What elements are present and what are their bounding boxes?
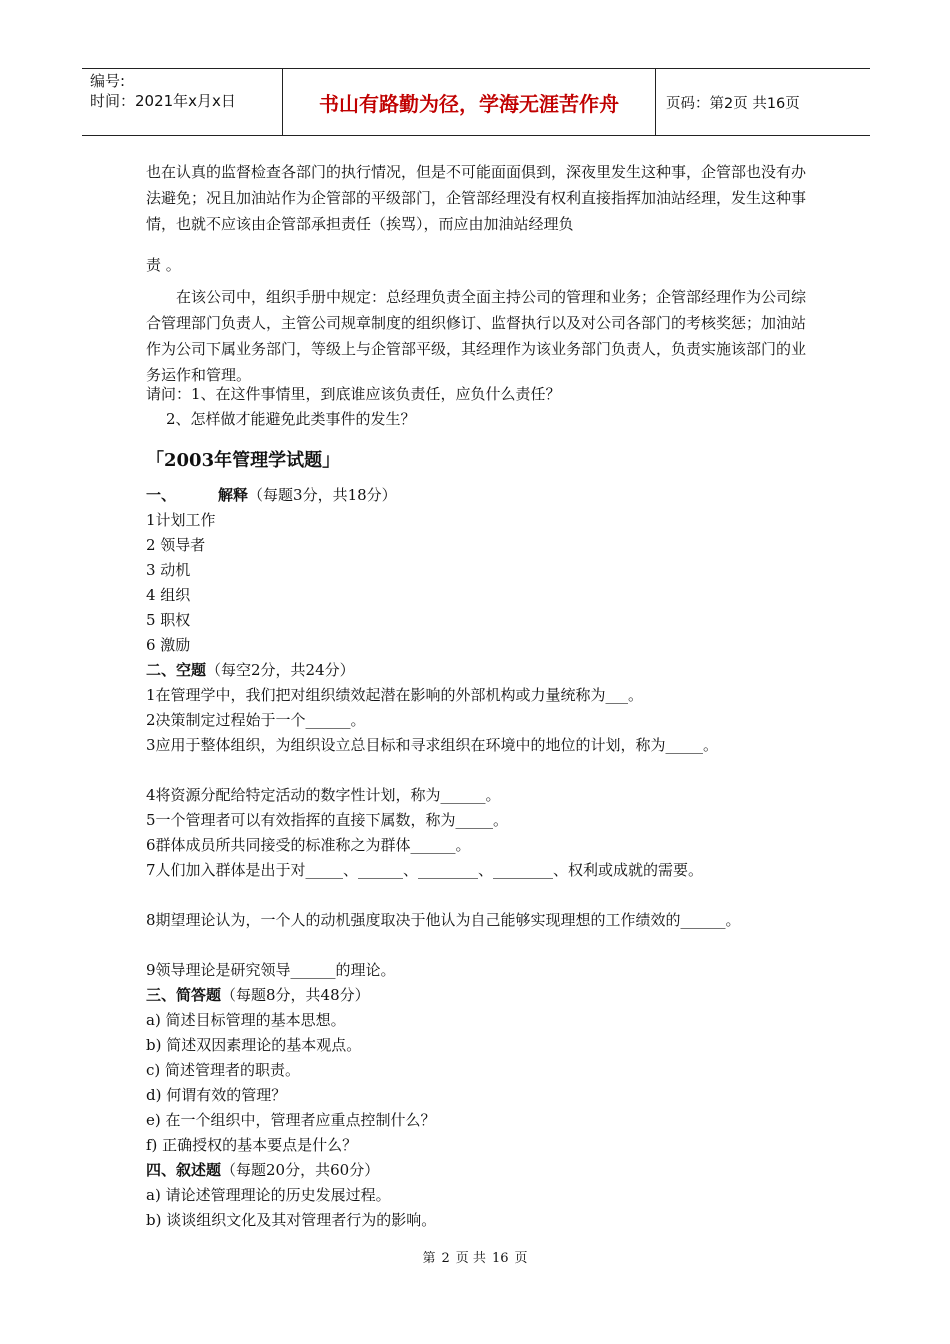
s1-item-3: 3 动机 [146, 561, 191, 579]
exam-title: 「2003年管理学试题」 [146, 450, 341, 471]
case-paragraph-2: 在该公司中，组织手册中规定：总经理负责全面主持公司的管理和业务；企管部经理作为公司综合管理部门负责人，主管公司规章制度的组织修订、监督执行以及对公司各部门的考核奖惩；加油站作为公司下属业务部门，等级上与企管部平级，其经理作为该业务部门负责人，负责实施该部门的业务运作和管理。 [146, 288, 807, 384]
s2-item-2: 2决策制定过程始于一个______。 [146, 711, 366, 729]
s3-item-e: e) 在一个组织中，管理者应重点控制什么？ [146, 1111, 436, 1129]
s3-item-b: b) 简述双因素理论的基本观点。 [146, 1036, 362, 1054]
s1-item-5: 5 职权 [146, 611, 191, 629]
section-3-title: 三、简答题 [146, 986, 222, 1004]
section-2-note: （每空2分，共24分） [206, 661, 355, 679]
case-paragraph-1: 也在认真的监督检查各部门的执行情况，但是不可能面面俱到，深夜里发生这种事，企管部也没有办法避免；况且加油站作为企管部的平级部门，企管部经理没有权利直接指挥加油站经理，发生这种事情，也就不应该由企管部承担责任（挨骂），而应由加油站经理负 [146, 163, 807, 233]
s2-item-9: 9领导理论是研究领导______的理论。 [146, 961, 396, 979]
section-1-number: 一、 [146, 486, 177, 504]
section-4-heading [146, 1158, 379, 1182]
s3-item-a: a) 简述目标管理的基本思想。 [146, 1011, 346, 1029]
header-left-cell [82, 69, 282, 135]
section-2-title: 二、空题 [146, 661, 207, 679]
case-question-2: 2、怎样做才能避免此类事件的发生？ [166, 410, 416, 428]
s4-item-a: a) 请论述管理理论的历史发展过程。 [146, 1186, 391, 1204]
section-1-heading [146, 483, 397, 507]
s1-item-1: 1计划工作 [146, 511, 216, 529]
header-motto: 书山有路勤为径，学海无涯苦作舟 [282, 69, 656, 135]
section-1-title: 解释 [218, 486, 249, 504]
s1-item-6: 6 激励 [146, 636, 191, 654]
footer-page-number: 2 [441, 1251, 450, 1266]
footer-suffix: 页 [514, 1251, 528, 1266]
s2-item-4: 4将资源分配给特定活动的数字性计划，称为______。 [146, 786, 501, 804]
doc-code-label: 编号: [90, 72, 126, 90]
section-1-note: （每题3分，共18分） [248, 486, 397, 504]
s2-item-3: 3应用于整体组织，为组织设立总目标和寻求组织在环境中的地位的计划，称为_____。 [146, 736, 719, 754]
s2-item-8: 8期望理论认为，一个人的动机强度取决于他认为自己能够实现理想的工作绩效的______。 [146, 911, 741, 929]
section-2-heading [146, 658, 355, 682]
page-footer [0, 1247, 950, 1266]
section-4-note: （每题20分，共60分） [221, 1161, 380, 1179]
doc-time-label: 时间：2021年x月x日 [90, 92, 236, 110]
s2-item-5: 5一个管理者可以有效指挥的直接下属数，称为_____。 [146, 811, 509, 829]
s3-item-f: f) 正确授权的基本要点是什么？ [146, 1136, 358, 1154]
s1-item-2: 2 领导者 [146, 536, 206, 554]
page-header [82, 68, 870, 136]
s3-item-c: c) 简述管理者的职责。 [146, 1061, 301, 1079]
case-paragraph-1-tail: 责 。 [146, 256, 181, 274]
s2-item-1: 1在管理学中，我们把对组织绩效起潜在影响的外部机构或力量统称为___。 [146, 686, 644, 704]
s3-item-d: d) 何谓有效的管理？ [146, 1086, 287, 1104]
footer-total-pages: 16 [491, 1251, 509, 1266]
s4-item-b: b) 谈谈组织文化及其对管理者行为的影响。 [146, 1211, 437, 1229]
s2-item-7: 7人们加入群体是出于对_____、______、________、________、权利或成就的需要。 [146, 861, 704, 879]
section-4-title: 四、叙述题 [146, 1161, 222, 1179]
footer-prefix: 第 [422, 1251, 436, 1266]
section-3-heading [146, 983, 370, 1007]
footer-mid: 页 共 [455, 1251, 486, 1266]
s1-item-4: 4 组织 [146, 586, 191, 604]
case-question-1: 请问：1、在这件事情里，到底谁应该负责任，应负什么责任？ [146, 385, 561, 403]
header-page-info: 页码：第2页 共16页 [666, 95, 800, 112]
s2-item-6: 6群体成员所共同接受的标准称之为群体______。 [146, 836, 471, 854]
section-3-note: （每题8分，共48分） [221, 986, 370, 1004]
